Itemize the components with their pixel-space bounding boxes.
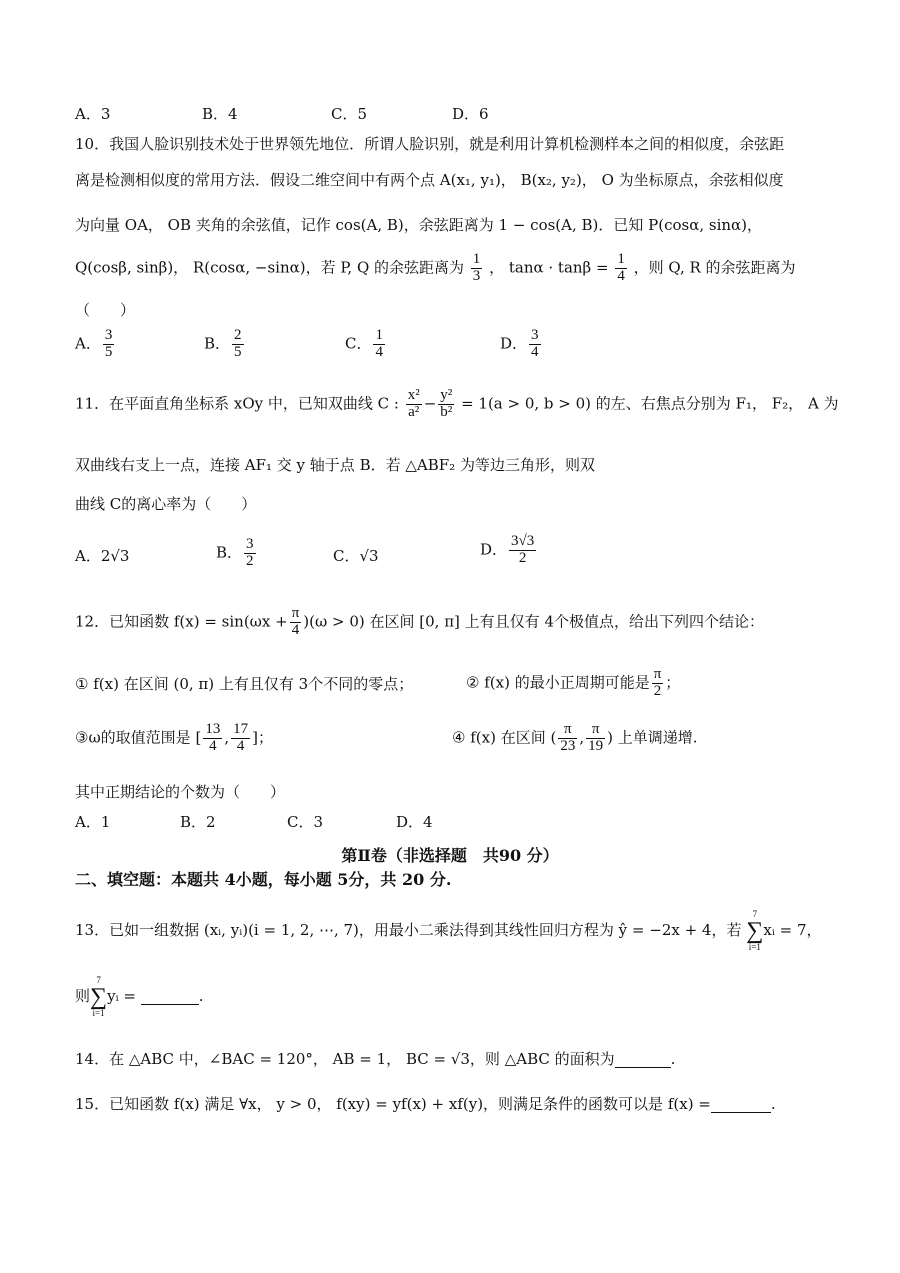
- q10-line-4-a: Q(cosβ, sinβ)， R(cosα, −sinα)，若 P, Q 的余弦距离为: [75, 258, 465, 277]
- q11-option-a: A．2√3: [75, 547, 130, 565]
- q13-answer-blank[interactable]: [141, 989, 199, 1005]
- q10-fraction-1: $\frac{1}{3}$: [472, 251, 481, 284]
- q11-option-b: B． $\frac{3}{2}$: [216, 536, 254, 569]
- q12-conclusion-4: ④ f(x) 在区间 ( $\frac{\pi}{23}$ , $\frac{\pi}{19}$ ) 上单调递增.: [452, 721, 698, 754]
- q12-conclusion-2: ② f(x) 的最小正周期可能是 $\frac{\pi}{2}$ ；: [466, 666, 681, 699]
- q9-option-a: A．3: [75, 105, 111, 123]
- q12-option-a: A．1: [75, 813, 111, 831]
- q10-line-4-c: ，则 Q, R 的余弦距离为: [633, 258, 796, 277]
- q12-tail: 其中正期结论的个数为（ ）: [75, 783, 286, 801]
- q12-fraction-pi-4: $\frac{\pi}{4}$: [291, 605, 300, 638]
- q12-option-c: C．3: [287, 813, 324, 831]
- q9-option-c: C．5: [331, 105, 368, 123]
- q10-fraction-2: $\frac{1}{4}$: [617, 251, 625, 284]
- q11-line-3: 曲线 C的离心率为（ ）: [75, 495, 257, 513]
- q12-option-b: B．2: [180, 813, 216, 831]
- sum-symbol: 7 ∑ i=1: [746, 909, 764, 952]
- q11-fraction-x: $\frac{\text{x²}}{\text{a²}}$: [407, 387, 420, 420]
- q10-option-b: B． $\frac{2}{5}$: [204, 327, 242, 360]
- q12-conclusion-3: ③ω的取值范围是 [ $\frac{13}{4}$ , $\frac{17}{4}$ ]；: [75, 721, 273, 754]
- q10-answer-paren: （ ）: [75, 301, 136, 319]
- q11-option-d: D． $\frac{3√3}{2}$: [480, 533, 535, 566]
- q10-line-3: 为向量 OA， OB 夹角的余弦值，记作 cos(A, B)，余弦距离为 1 − cos(A, B)．已知 P(cosα, sinα)，: [75, 216, 763, 234]
- q11-option-c: C．√3: [333, 547, 379, 565]
- q13-line-1: 13．已如一组数据 (xᵢ, yᵢ)(i = 1, 2, ⋯, 7)，用最小二乘法得到其线性回归方程为 ŷ = −2x + 4，若 7 ∑ i=1 xᵢ = 7，: [75, 909, 822, 952]
- q12-line-1: 12．已知函数 f(x) = sin(ωx + $\frac{\pi}{4}$ )(ω > 0) 在区间 [0, π] 上有且仅有 4个极值点，给出下列四个结论：: [75, 605, 764, 638]
- part2-title: 第Ⅱ卷（非选择题 共90 分）: [341, 846, 559, 865]
- q10-line-1: 10．我国人脸识别技术处于世界领先地位．所谓人脸识别，就是利用计算机检测样本之间的相似度，余弦距: [75, 135, 785, 153]
- q15-line: 15．已知函数 f(x) 满足 ∀x， y > 0， f(xy) = yf(x) + xf(y)，则满足条件的函数可以是 f(x) = .: [75, 1095, 776, 1113]
- q14-line: 14．在 △ABC 中，∠BAC = 120°， AB = 1， BC = √3，则 △ABC 的面积为 .: [75, 1050, 676, 1068]
- q10-line-4-b: ， tanα · tanβ =: [489, 258, 609, 277]
- q10-line-4: [75, 252, 796, 285]
- q9-option-b: B．4: [202, 105, 238, 123]
- q10-option-d: D． $\frac{3}{4}$: [500, 327, 539, 360]
- section-2-heading: 二、填空题：本题共 4小题，每小题 5分，共 20 分.: [75, 870, 452, 889]
- q12-option-d: D．4: [396, 813, 433, 831]
- q11-line-2: 双曲线右支上一点，连接 AF₁ 交 y 轴于点 B．若 △ABF₂ 为等边三角形，则双: [75, 456, 595, 474]
- sum-symbol-2: 7 ∑ i=1: [90, 975, 108, 1018]
- q11-fraction-y: $\frac{\text{y²}}{\text{b²}}$: [440, 387, 453, 420]
- q12-conclusion-1: ① f(x) 在区间 (0, π) 上有且仅有 3个不同的零点；: [75, 675, 414, 693]
- q10-option-a: A． $\frac{3}{5}$: [75, 327, 113, 360]
- q10-line-2: 离是检测相似度的常用方法．假设二维空间中有两个点 A(x₁, y₁)， B(x₂, y₂)， O 为坐标原点，余弦相似度: [75, 171, 784, 189]
- q11-line-1: 11．在平面直角坐标系 xOy 中，已知双曲线 C : $\frac{\text{x²}}{\text{a²}}$ − $\frac{\text{y²}}{\text{b²}}$ = 1(a > 0, b > 0) 的左、右焦点分别为 F₁， F₂， A 为: [75, 387, 839, 420]
- q9-option-d: D．6: [452, 105, 489, 123]
- q14-answer-blank[interactable]: [615, 1052, 671, 1068]
- q13-line-2: 则 7 ∑ i=1 yᵢ = .: [75, 975, 204, 1018]
- q10-option-c: C． $\frac{1}{4}$: [345, 327, 383, 360]
- q15-answer-blank[interactable]: [711, 1097, 771, 1113]
